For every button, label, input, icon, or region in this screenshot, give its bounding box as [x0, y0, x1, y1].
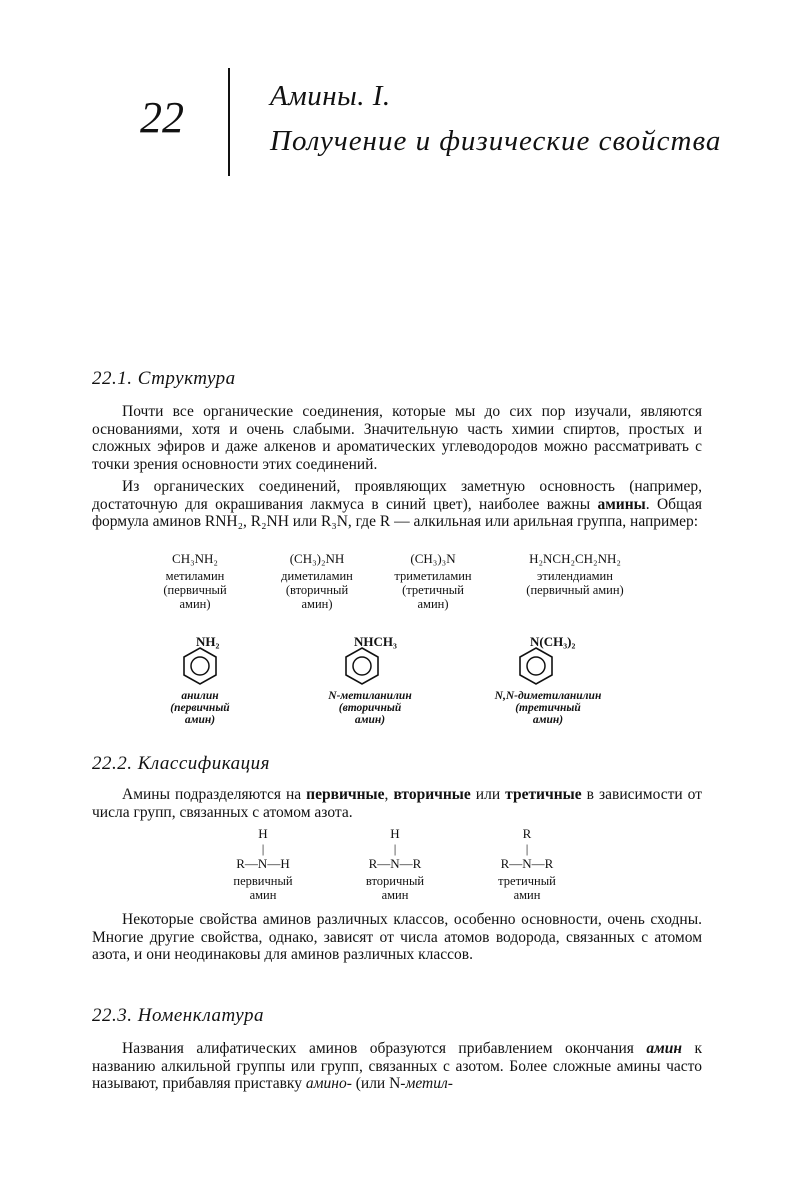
paragraph-nomenclature	[92, 1040, 702, 1093]
compound-methylamine	[140, 552, 250, 611]
term-secondary: вторичные	[393, 786, 471, 803]
dimethylaniline-label	[478, 690, 618, 726]
term-methyl: метил-	[405, 1075, 453, 1092]
term-amine: амин	[646, 1040, 682, 1057]
term-amines: амины	[597, 495, 646, 513]
text: ,	[384, 786, 394, 803]
label: N-метиланилин	[328, 690, 412, 702]
chapter-title: Амины. I.	[270, 80, 391, 112]
label: диметиламин	[281, 569, 353, 583]
benzene-ring-icon	[518, 646, 554, 686]
paragraph-amines	[92, 478, 702, 531]
section-heading-nomenclature: 22.3. Номенклатура	[92, 1005, 264, 1026]
label	[352, 874, 438, 902]
benzene-ring-icon	[182, 646, 218, 686]
paragraph-intro: Почти все органические соединения, которые мы до сих пор изучали, являются основаниями, хотя и очень слабыми. Значительную часть химии спиртов, простых и сложных эфиров и даже алкенов и ароматических углеводородов можно рассматривать с точки зрения основности этих соединений.	[92, 403, 702, 473]
aniline-label	[150, 690, 250, 726]
paragraph-properties: Некоторые свойства аминов различных классов, особенно основности, очень сходны. Многие другие свойства, однако, зависят от числа атомов водорода, связанных с атомом азота, и они неодинаковы для аминов различных классов.	[92, 911, 702, 963]
methylaniline-group: NHCH₃	[354, 634, 397, 649]
tertiary-amine-structure	[484, 826, 570, 902]
structure-row: R—N—R	[500, 856, 554, 871]
term-amino: амино-	[305, 1075, 352, 1092]
formula: H₂NCH₂CH₂NH₂	[529, 551, 621, 566]
label: метиламин	[165, 569, 225, 583]
label: вторичный	[365, 874, 425, 888]
label: амин	[381, 888, 409, 902]
label: (первичный амин)	[526, 583, 624, 597]
label: амин)	[417, 597, 449, 611]
bond: |	[525, 841, 529, 856]
bond: |	[393, 841, 397, 856]
text: в зависимости от числа групп, связанных с атомом азота.	[92, 786, 703, 821]
term-primary: первичные	[306, 786, 385, 803]
paragraph-classification	[92, 786, 702, 821]
text: Амины подразделяются на	[122, 786, 307, 803]
compound-trimethylamine	[378, 552, 488, 611]
structure-row: R—N—R	[368, 856, 422, 871]
label: (вторичный	[285, 583, 349, 597]
structure-row: R—N—H	[236, 856, 290, 871]
compound-dimethylamine	[262, 552, 372, 611]
term-tertiary: третичные	[505, 786, 582, 803]
label: (вторичный	[338, 702, 402, 714]
label: этилендиамин	[537, 569, 613, 583]
substituent: H	[258, 826, 268, 841]
label: анилин	[181, 690, 219, 702]
formula: (CH₃)₂NH	[289, 551, 345, 566]
compound-ethylenediamine	[500, 552, 650, 597]
label: третичный	[498, 874, 556, 888]
label: амин	[513, 888, 541, 902]
label: амин)	[301, 597, 333, 611]
formula: (CH₃)₃N	[410, 551, 456, 566]
text: Названия алифатических аминов образуются прибавлением окончания	[122, 1040, 647, 1057]
label: амин	[249, 888, 277, 902]
label: (третичный	[402, 583, 464, 597]
label: (третичный	[515, 702, 581, 714]
text: (или N-	[351, 1075, 406, 1092]
label: первичный	[233, 874, 293, 888]
text: к названию алкильной группы или групп, связанных с азотом. Более сложные амины часто называют, прибавляя приставку	[92, 1040, 702, 1092]
benzene-ring-icon	[344, 646, 380, 686]
label: амин)	[532, 714, 564, 726]
chapter-subtitle: Получение и физические свойства	[270, 125, 722, 157]
label: (первичный	[170, 702, 230, 714]
substituent: H	[390, 826, 400, 841]
chapter-number: 22	[140, 93, 184, 142]
formula: CH₃NH₂	[172, 551, 218, 566]
section-heading-classification: 22.2. Классификация	[92, 753, 270, 774]
label: (первичный	[163, 583, 227, 597]
label: амин)	[184, 714, 216, 726]
label: амин)	[354, 714, 386, 726]
text: или	[470, 786, 506, 803]
methylaniline-label	[310, 690, 430, 726]
dimethylaniline-group: N(CH₃)₂	[530, 634, 576, 649]
aniline-group: NH₂	[196, 634, 220, 649]
label: триметиламин	[394, 569, 472, 583]
bond: |	[261, 841, 265, 856]
primary-amine-structure	[222, 826, 304, 902]
substituent: R	[522, 826, 532, 841]
label: N,N-диметиланилин	[494, 690, 602, 702]
chapter-divider	[228, 68, 230, 176]
text: . Общая формула аминов RNH₂, R₂NH или R₃N, где R — алкильная или арильная группа, например:	[92, 495, 702, 530]
label: амин)	[179, 597, 211, 611]
label	[222, 874, 304, 902]
label	[484, 874, 570, 902]
secondary-amine-structure	[352, 826, 438, 902]
section-heading-structure: 22.1. Структура	[92, 368, 236, 389]
text: Из органических соединений, проявляющих заметную основность (например, достаточную для окрашивания лакмуса в синий цвет), наиболее важны	[92, 478, 702, 513]
